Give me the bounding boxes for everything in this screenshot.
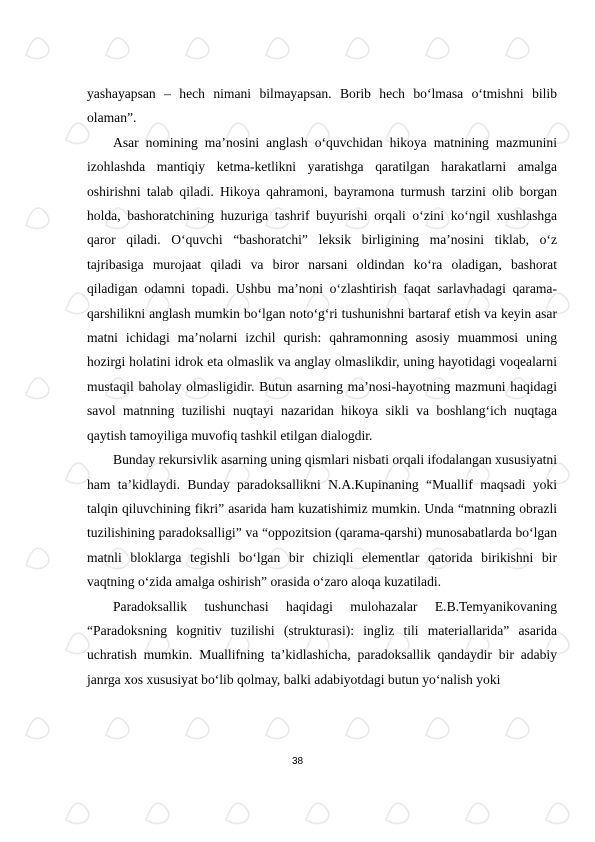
watermark-glyph — [66, 293, 89, 314]
watermark-glyph — [26, 548, 49, 569]
watermark-glyph — [506, 718, 529, 739]
watermark-glyph — [386, 803, 409, 824]
watermark-glyph — [306, 803, 329, 824]
watermark-glyph — [466, 803, 489, 824]
watermark-glyph — [426, 718, 449, 739]
watermark-glyph — [106, 38, 129, 59]
watermark-glyph — [226, 803, 249, 824]
watermark-glyph — [266, 718, 289, 739]
watermark-glyph — [546, 803, 569, 824]
watermark-glyph — [266, 38, 289, 59]
watermark-glyph — [66, 123, 89, 144]
watermark-glyph — [26, 718, 49, 739]
paragraph: Paradoksallik tushunchasi haqidagi mulohazalar E.B.Temyanikovaning “Paradoksning kognitiv tuzilishi (strukturasi): ingliz tili materiallarida” asarida uchratish mumkin. Muallifning ta’kidlashicha, paradoksallik qandaydir bir adabiy janrga xos xususiyat bo‘lib qolmay, balki adabiyotdagi butun yo‘nalish yoki — [87, 598, 557, 687]
paragraph: Asar nomining ma’nosini anglash o‘quvchidan hikoya matnining mazmunini izohlashda mantiqiy ketma-ketlikni yaratishga qaratilgan harakatlarni amalga oshirishni talab qiladi. Hikoya qahramoni, bayramona turmush tarzini olib borgan holda, bashoratchining huzuriga tashrif buyurishi orqali o‘zini ko‘ngil xushlashga qaror qiladi. O‘quvchi “bashoratchi” leksik birligining ma’nosini tiklab, o‘z tajribasiga murojaat qiladi va biror narsani oldindan ko‘ra oladigan, bashorat qiladigan odamni topadi. Ushbu ma’noni o‘zlashtirish faqat sarlavhadagi qarama-qarshilikni anglash mumkin bo‘lgan noto‘g‘ri tushunishni bartaraf etish va keyin asar matni ichidagi ma’nolarni izchil qurish: qahramonning asosiy muammosi uning hozirgi holatini idrok eta olmaslik va anglay olmaslikdir, uning hayotidagi voqealarni mustaqil baholay olmasligidir. Butun asarning ma’nosi-hayotning mazmuni haqidagi savol matnning tuzilishi nuqtayi nazaridan hikoya sikli va boshlang‘ich nuqtaga qaytish tamoyiliga muvofiq tashkil etilgan dialogdir. — [87, 134, 557, 443]
watermark-glyph — [26, 208, 49, 229]
watermark-glyph — [346, 718, 369, 739]
watermark-glyph — [26, 378, 49, 399]
watermark-glyph — [66, 633, 89, 654]
watermark-glyph — [106, 718, 129, 739]
watermark-glyph — [66, 463, 89, 484]
paragraph-continuation: yashayapsan – hech nimani bilmayapsan. Borib hech bo‘lmasa o‘tmishni bilib olaman”. — [87, 86, 557, 126]
text-body — [87, 82, 557, 692]
page-number: 38 — [291, 756, 304, 767]
watermark-glyph — [506, 38, 529, 59]
watermark-glyph — [426, 38, 449, 59]
watermark-glyph — [66, 803, 89, 824]
watermark-glyph — [186, 718, 209, 739]
watermark-glyph — [146, 803, 169, 824]
watermark-glyph — [26, 38, 49, 59]
paragraph: Bunday rekursivlik asarning uning qismlari nisbati orqali ifodalangan xususiyatni ham ta’kidlaydi. Bunday paradoksallikni N.A.Kupinaning “Muallif maqsadi yoki talqin qiluvchining fikri” asarida ham kuzatishimiz mumkin. Unda “matnning obrazli tuzilishining paradoksalligi” va “oppozitsion (qarama-qarshi) munosabatlarda bo‘lgan matnli bloklarga tegishli bo‘lgan bir chiziqli elementlar qatorida birikishni bir vaqtning o‘zida amalga oshirish” orasida o‘zaro aloqa kuzatiladi. — [87, 452, 557, 590]
watermark-glyph — [186, 38, 209, 59]
watermark-glyph — [346, 38, 369, 59]
